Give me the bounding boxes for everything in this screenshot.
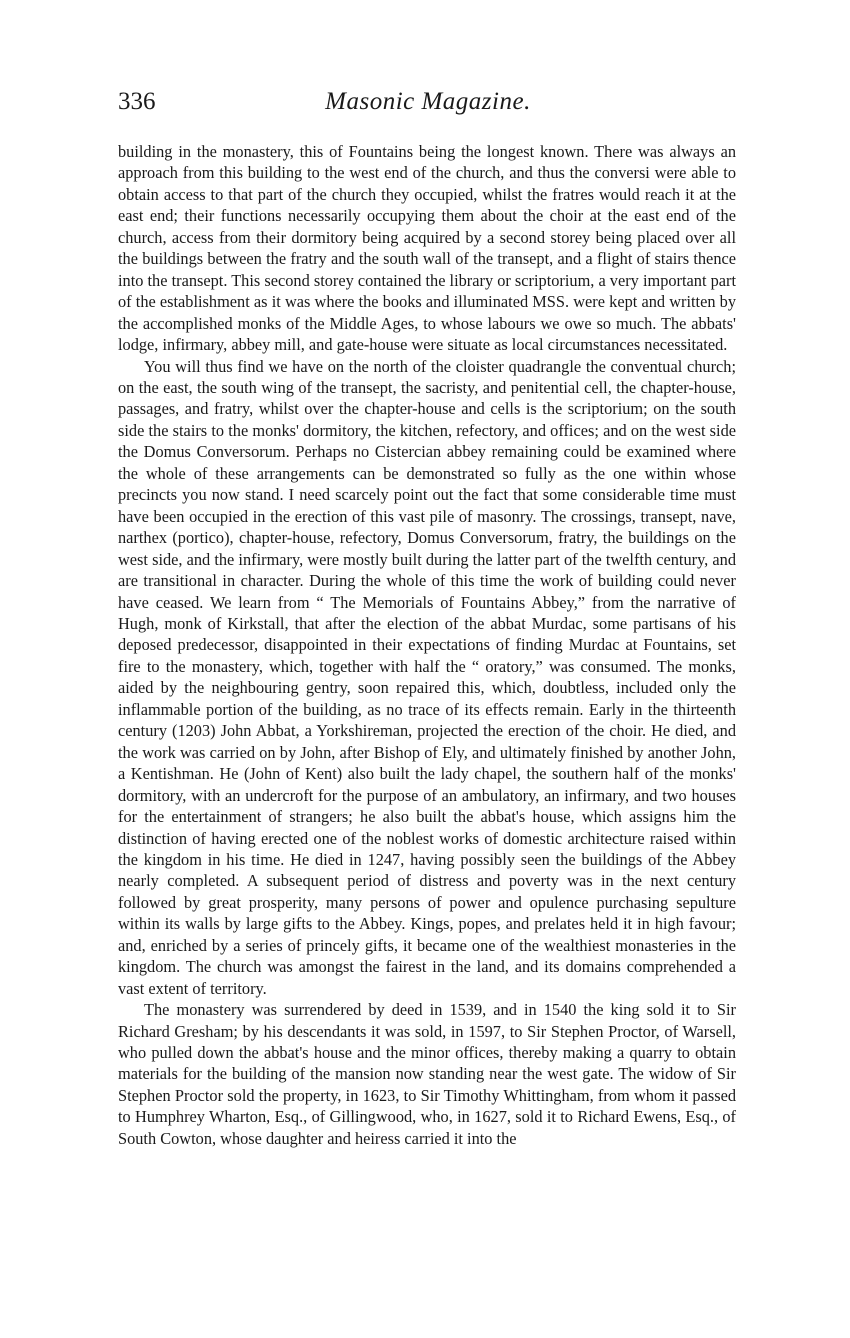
paragraph: The monastery was surrendered by deed in 1539, and in 1540 the king sold it to Sir Richard Gresham; by his descendants it was sold, in 1597, to Sir Stephen Proctor, of Warsell, who pulled down the abbat's house and the minor offices, thereby making a quarry to obtain materials for the building of the mansion now standing near the west gate. The widow of Sir Stephen Proctor sold the property, in 1623, to Sir Timothy Whittingham, from whom it passed to Humphrey Wharton, Esq., of Gillingwood, who, in 1627, sold it to Richard Ewens, Esq., of South Cowton, whose daughter and heiress carried it into the: [118, 1000, 736, 1148]
page-header: [118, 88, 738, 128]
running-title: Masonic Magazine.: [325, 88, 531, 115]
paragraph-continued: building in the monastery, this of Fountains being the longest known. There was always an approach from this building to the west end of the church, and thus the conversi were able to obtain access to that part of the church they occupied, whilst the fratres would reach it at the east end; their functions necessarily occupying them about the choir at the east end of the church, access from their dormitory being acquired by a second storey being placed over all the buildings between the fratry and the south wall of the transept, and a flight of stairs thence into the transept. This second storey contained the library or scriptorium, a very important part of the establishment as it was where the books and illuminated MSS. were kept and written by the accomplished monks of the Middle Ages, to whose labours we owe so much. The abbats' lodge, infirmary, abbey mill, and gate-house were situate as local circumstances necessitated.: [118, 142, 736, 355]
article-body: [118, 141, 736, 1149]
page-number: 336: [118, 88, 156, 115]
paragraph: You will thus find we have on the north of the cloister quadrangle the conventual church; on the east, the south wing of the transept, the sacristy, and penitential cell, the chapter-house, passages, and fratry, whilst over the chapter-house and cells is the scriptorium; on the south side the stairs to the monks' dormitory, the kitchen, refectory, and offices; and on the west side the Domus Conversorum. Perhaps no Cistercian abbey remaining could be examined where the whole of these arrangements can be demonstrated so fully as the one within whose precincts you now stand. I need scarcely point out the fact that some considerable time must have been occupied in the erection of this vast pile of masonry. The crossings, transept, nave, narthex (portico), chapter-house, refectory, Domus Conversorum, fratry, the buildings on the west side, and the infirmary, were mostly built during the latter part of the twelfth century, and are transitional in character. During the whole of this time the work of building could never have ceased. We learn from “ The Memorials of Fountains Abbey,” from the narrative of Hugh, monk of Kirkstall, that after the election of the abbat Murdac, some partisans of his deposed predecessor, disappointed in their expectations of finding Murdac at Fountains, set fire to the monastery, which, together with half the “ oratory,” was consumed. The monks, aided by the neighbouring gentry, soon repaired this, which, doubtless, included only the inflammable portion of the building, as no trace of its effects remain. Early in the thirteenth century (1203) John Abbat, a Yorkshireman, projected the erection of the choir. He died, and the work was carried on by John, after Bishop of Ely, and ultimately finished by another John, a Kentishman. He (John of Kent) also built the lady chapel, the southern half of the monks' dormitory, with an undercroft for the purpose of an ambulatory, an infirmary, and two houses for the entertainment of strangers; he also built the abbat's house, which assigns him the distinction of having erected one of the noblest works of domestic architecture raised within the kingdom in his time. He died in 1247, having possibly seen the buildings of the Abbey nearly completed. A subsequent period of distress and poverty was in the next century followed by great prosperity, many persons of power and opulence purchasing sepulture within its walls by large gifts to the Abbey. Kings, popes, and prelates held it in high favour; and, enriched by a series of princely gifts, it became one of the wealthiest monasteries in the kingdom. The church was amongst the fairest in the land, and its domains comprehended a vast extent of territory.: [118, 356, 736, 998]
